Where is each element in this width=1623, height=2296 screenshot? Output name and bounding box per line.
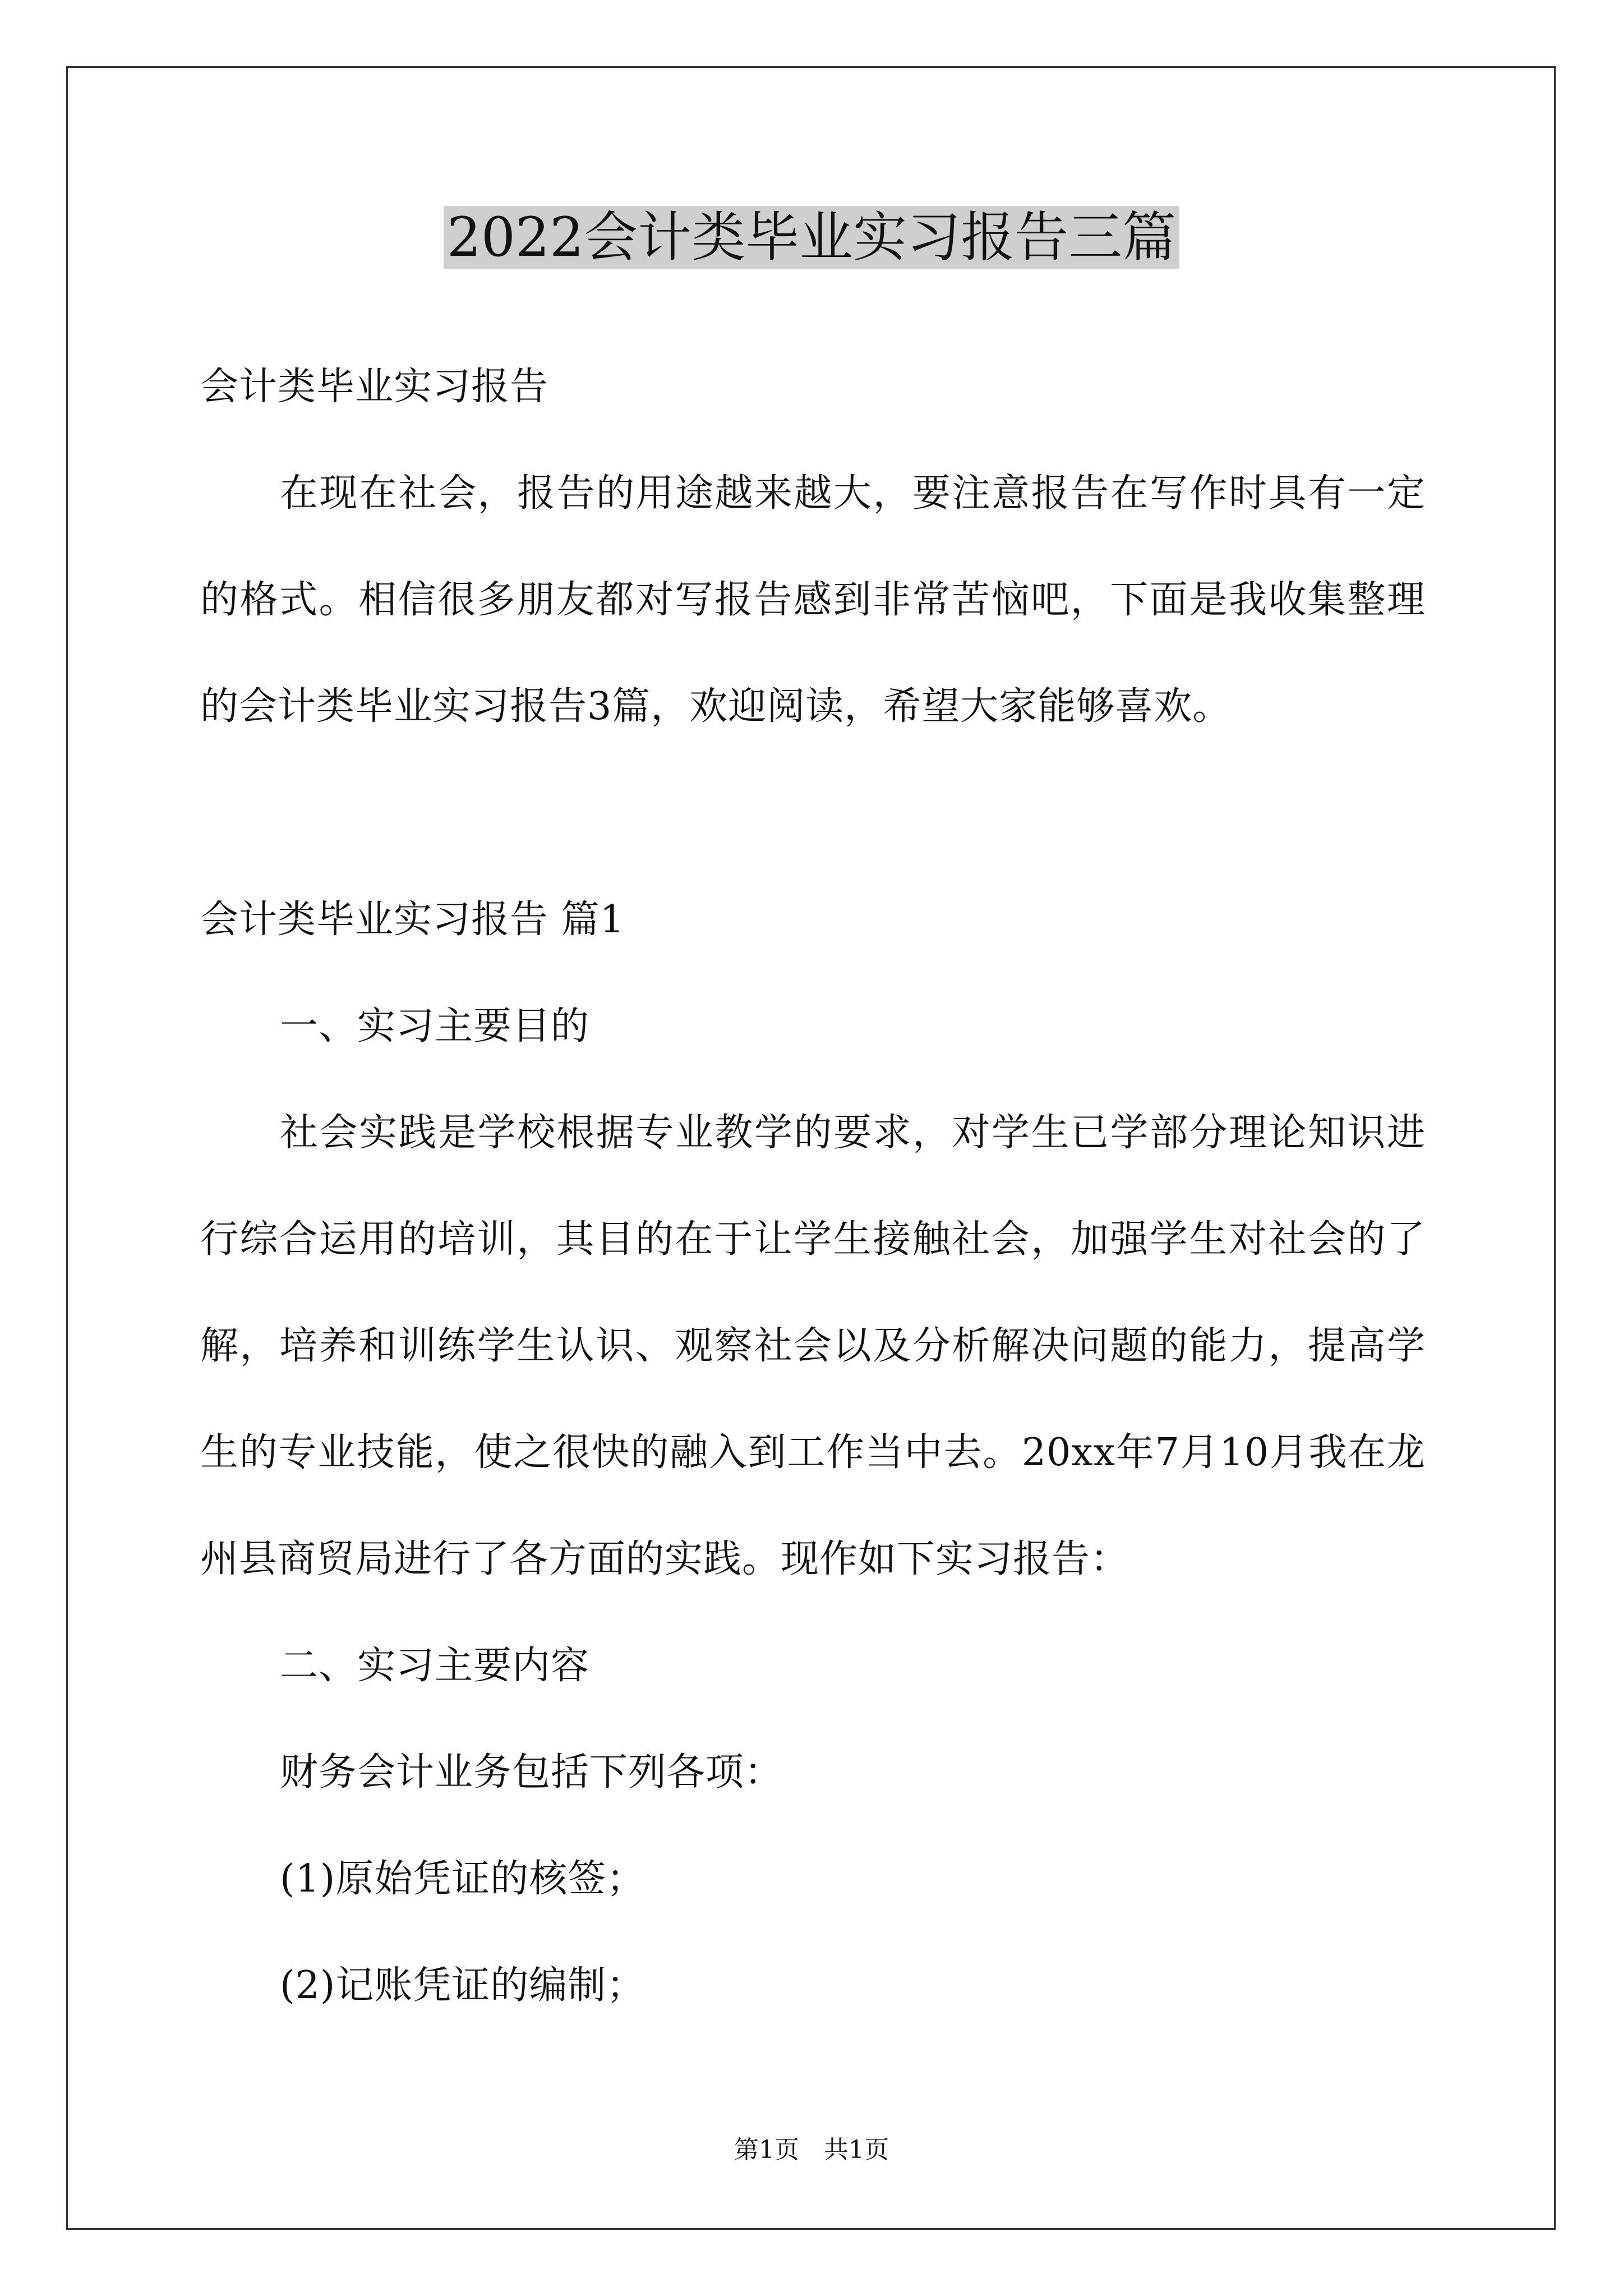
section-spacer bbox=[200, 760, 1426, 867]
list-item: (2)记账凭证的编制； bbox=[280, 1963, 645, 2008]
part1-paragraph: 社会实践是学校根据专业教学的要求，对学生已学部分理论知识进行综合运用的培训，其目的在于让学生接触社会，加强学生对社会的了解，培养和训练学生认识、观察社会以及分析解决问题的能力，提高学生的专业技能，使之很快的融入到工作当中去。20xx年7月10月我在龙州县商贸局进行了各方面的实践。现作如下实习报告： bbox=[200, 1111, 1426, 1581]
document-body bbox=[200, 334, 1426, 2039]
intro-paragraph: 在现在社会，报告的用途越来越大，要注意报告在写作时具有一定的格式。相信很多朋友都对写报告感到非常苦恼吧，下面是我收集整理的会计类毕业实习报告3篇，欢迎阅读，希望大家能够喜欢。 bbox=[200, 471, 1426, 729]
page-footer: 第1页 共1页 bbox=[734, 2136, 889, 2164]
section1-heading: 会计类毕业实习报告 篇1 bbox=[200, 898, 625, 942]
part2-heading: 二、实习主要内容 bbox=[280, 1644, 590, 1688]
title-text: 2022会计类毕业实习报告三篇 bbox=[444, 206, 1179, 269]
part1-heading: 一、实习主要目的 bbox=[280, 1004, 590, 1048]
intro-heading: 会计类毕业实习报告 bbox=[200, 365, 549, 409]
document-title bbox=[0, 201, 1623, 274]
part2-intro: 财务会计业务包括下列各项： bbox=[280, 1750, 783, 1795]
list-item: (1)原始凭证的核签； bbox=[280, 1857, 645, 1901]
